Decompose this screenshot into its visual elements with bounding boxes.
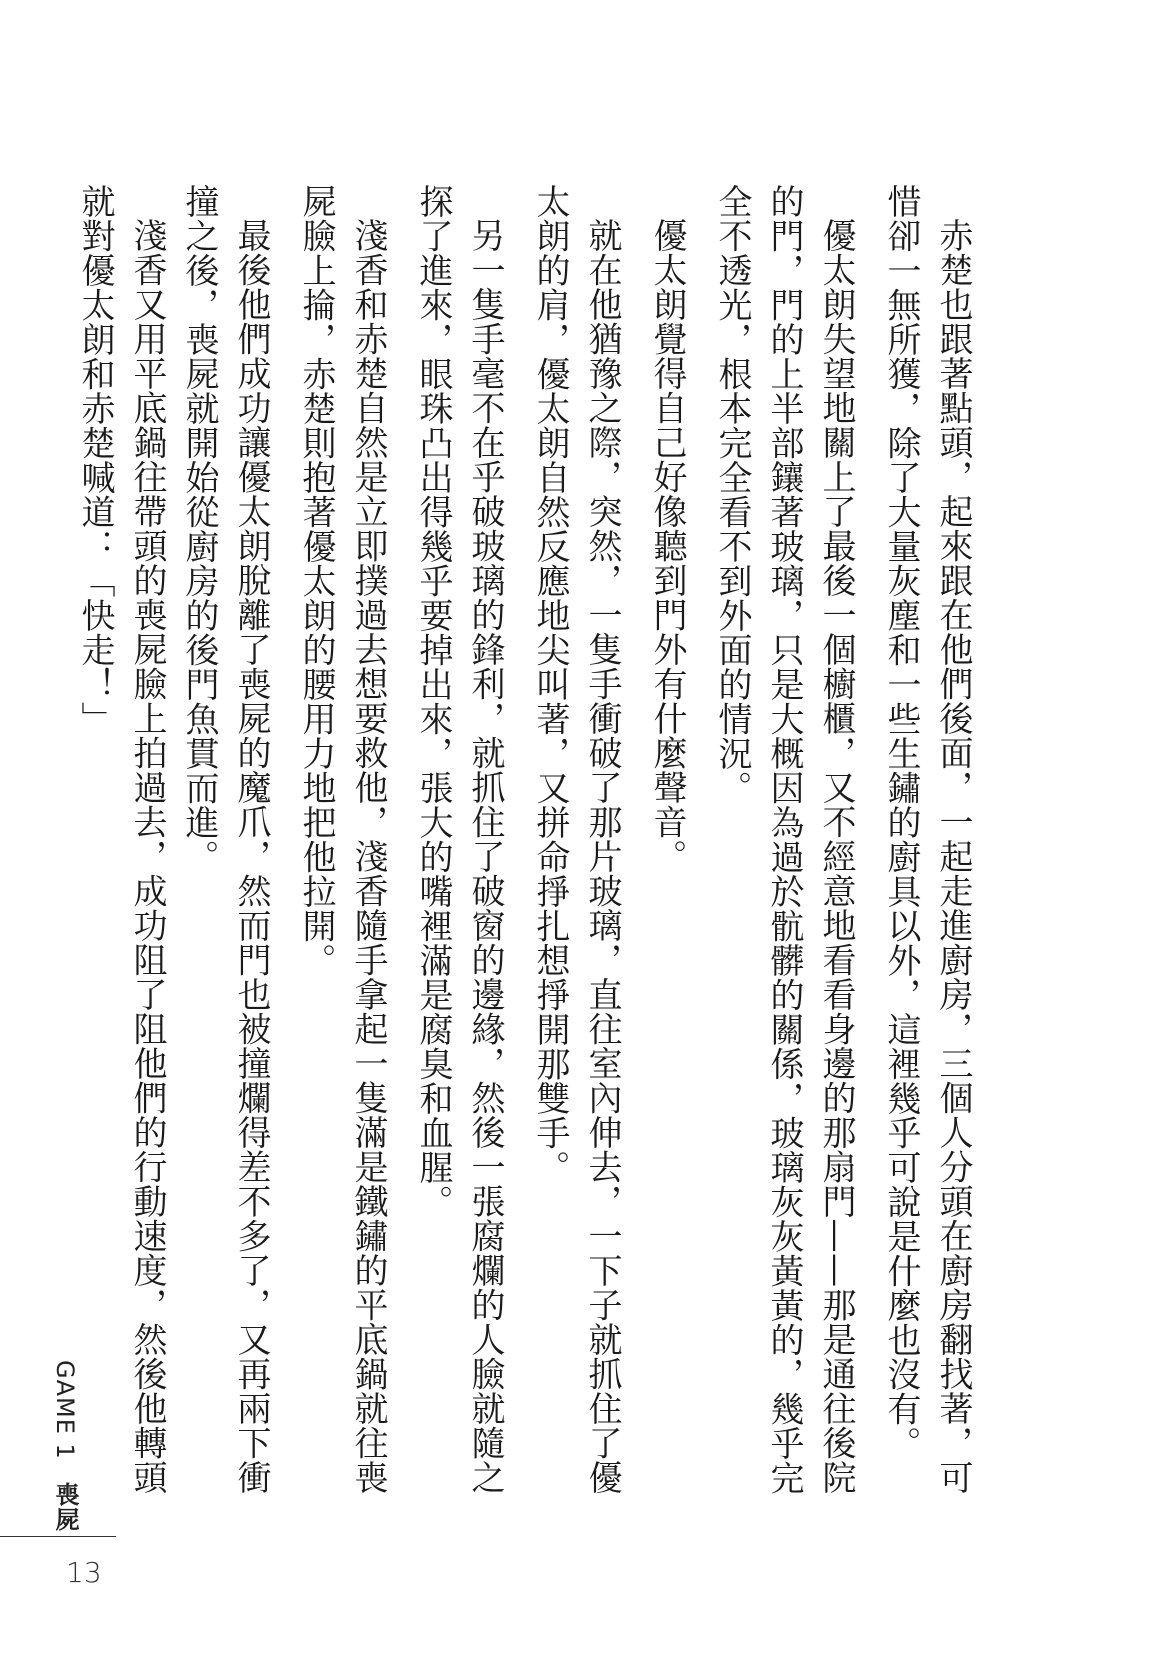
- running-head-chapter: 喪屍: [51, 1482, 79, 1533]
- paragraph: 另一隻手毫不在乎破玻璃的鋒利，就抓住了破窗的邊緣，然後一張腐爛的人臉就隨之探了進來，眼珠凸出得幾乎要掉出來，張大的嘴裡滿是腐臭和血腥。: [413, 184, 505, 1495]
- paragraph: 淺香又用平底鍋往帶頭的喪屍臉上拍過去，成功阻了阻他們的行動速度，然後他轉頭就對優太朗和赤楚喊道：「快走！」: [75, 184, 167, 1495]
- running-head-series: GAME 1: [51, 1360, 79, 1460]
- paragraph: 就在他猶豫之際，突然，一隻手衝破了那片玻璃，直往室內伸去，一下子就抓住了優太朗的肩，優太朗自然反應地尖叫著，又拼命掙扎想掙開那雙手。: [530, 184, 622, 1495]
- body-text: [69, 184, 992, 1524]
- paragraph: 優太朗覺得自己好像聽到門外有什麼聲音。: [647, 218, 687, 874]
- paragraph: 優太朗失望地關上了最後一個櫥櫃，又不經意地看看身邊的那扇門——那是通往後院的門，門的上半部鑲著玻璃，只是大概因為過於骯髒的關係，玻璃灰灰黃黃的，幾乎完全不透光，根本完全看不到外面的情況。: [712, 184, 856, 1495]
- running-head: [48, 1360, 83, 1532]
- folio-rule: [0, 1536, 116, 1537]
- page-number: 13: [66, 1556, 102, 1589]
- paragraph: 淺香和赤楚自然是立即撲過去想要救他，淺香隨手拿起一隻滿是鐵鏽的平底鍋就往喪屍臉上掄，赤楚則抱著優太朗的腰用力地把他拉開。: [296, 184, 388, 1495]
- paragraph: 最後他們成功讓優太朗脫離了喪屍的魔爪，然而門也被撞爛得差不多了，又再兩下衝撞之後，喪屍就開始從廚房的後門魚貫而進。: [179, 184, 271, 1495]
- paragraph: 赤楚也跟著點頭，起來跟在他們後面，一起走進廚房，三個人分頭在廚房翻找著，可惜卻一無所獲，除了大量灰塵和一些生鏽的廚具以外，這裡幾乎可說是什麼也沒有。: [881, 184, 973, 1495]
